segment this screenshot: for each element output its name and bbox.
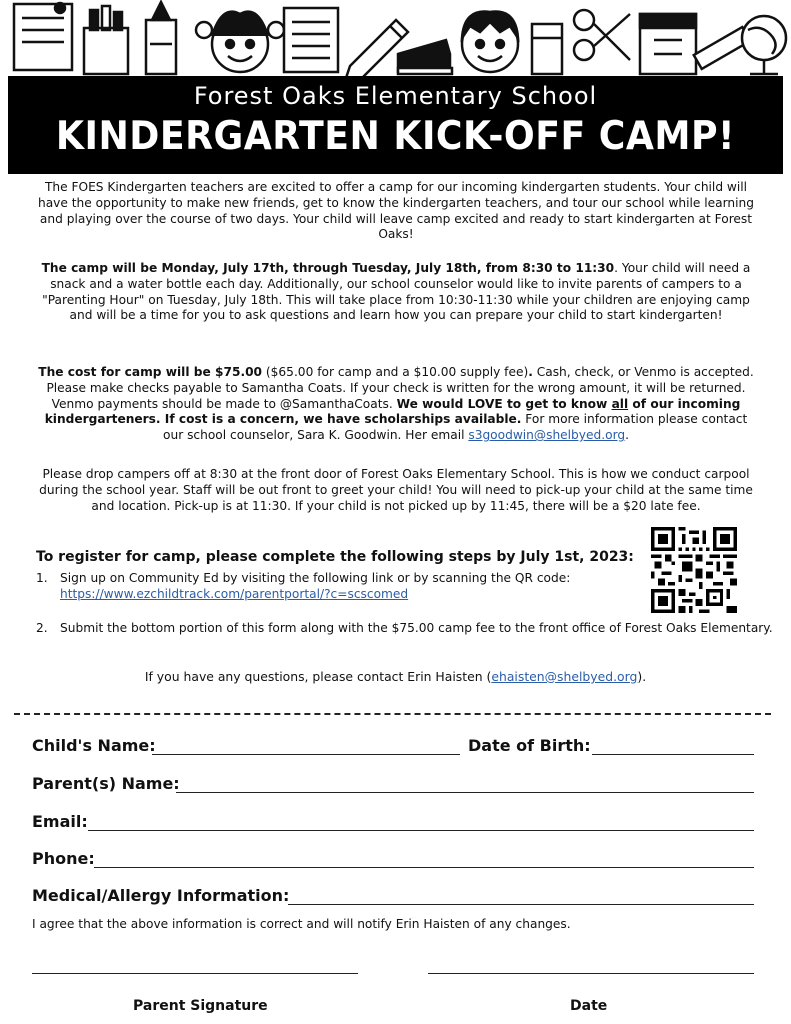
parent-signature-field[interactable] bbox=[32, 973, 358, 974]
counselor-email-link[interactable]: s3goodwin@shelbyed.org bbox=[468, 428, 626, 443]
school-supplies-illustration bbox=[0, 0, 791, 78]
parent-name-field[interactable] bbox=[176, 792, 754, 793]
glue-bottle-icon bbox=[146, 2, 176, 74]
dates-paragraph bbox=[36, 261, 756, 324]
cost-amount: The cost for camp will be $75.00 bbox=[38, 365, 263, 379]
notebook-icon bbox=[284, 8, 338, 72]
register-title: To register for camp, please complete the following steps by July 1st, 2023: bbox=[36, 549, 634, 565]
date-label: Date bbox=[570, 998, 608, 1014]
parent-name-label: Parent(s) Name: bbox=[32, 774, 180, 793]
dropoff-paragraph: Please drop campers off at 8:30 at the front door of Forest Oaks Elementary School. This is how we conduct carpool during the school year. Staff will be out front to greet your child! You will need to pick-up your child at the same time and location. Pick-up is at 11:30. If your child is not picked up by 11:45, there will be a $20 late fee. bbox=[39, 467, 753, 513]
scissors-icon bbox=[574, 10, 630, 60]
cost-paragraph: The cost for camp will be $75.00 ($65.00 for camp and a $10.00 supply fee). Cash, check, or Venmo is accepted. Please make checks payable to Samantha Coats. If your check is written for the wrong amount, it will be returned. Venmo payments should be made to @SamanthaCoats. We would LOVE to get to know all of our incoming kindergarteners. If cost is a concern, we have scholarships available. For more information please contact our school counselor, Sara K. Goodwin. Her email s3goodwin@shelbyed.org. bbox=[38, 365, 754, 443]
child-name-field[interactable] bbox=[152, 754, 460, 755]
intro-paragraph: The FOES Kindergarten teachers are excited to offer a camp for our incoming kindergarten students. Your child will have the opportunity to make new friends, get to know the kindergarten teachers, and tour our school while learning and playing over the course of two days. Your child will leave camp excited and ready to start kindergarten at Forest Oaks! bbox=[37, 180, 754, 242]
agreement-text: I agree that the above information is correct and will notify Erin Haisten of any changes. bbox=[32, 917, 571, 931]
dob-field[interactable] bbox=[592, 754, 754, 755]
email-label: Email: bbox=[32, 812, 88, 831]
scholarship-note: We would LOVE to get to know all of our incoming kindergarteners. If cost is a concern, we have scholarships available. bbox=[44, 396, 741, 427]
dates-details: . Your child will need a snack and a water bottle each day. Additionally, our school counselor would like to invite parents of campers to a "Parenting Hour" on Tuesday, July 18th. This will take place from 10:30-11:30 while your children are enjoying camp and will be a time for you to ask questions and learn how you can prepare your child to start kindergarten! bbox=[42, 261, 751, 323]
parent-signature-label: Parent Signature bbox=[133, 998, 268, 1014]
boy-face-icon bbox=[462, 12, 518, 72]
payment-info: Cash, check, or Venmo is accepted. Please make checks payable to Samantha Coats. If your check is written for the wrong amount, it will be returned. Venmo payments should be made to @SamanthaCoats. bbox=[46, 365, 754, 411]
email-field[interactable] bbox=[88, 830, 754, 831]
school-name: Forest Oaks Elementary School bbox=[193, 82, 598, 110]
camp-dates: The camp will be Monday, July 17th, through Tuesday, July 18th, from 8:30 to 11:30 bbox=[41, 261, 615, 275]
globe-icon bbox=[742, 16, 786, 74]
cut-line bbox=[14, 713, 771, 715]
qr-code[interactable] bbox=[651, 527, 737, 613]
notepad-icon bbox=[14, 3, 72, 70]
medical-field[interactable] bbox=[288, 904, 754, 905]
phone-label: Phone: bbox=[32, 849, 95, 868]
cup-icon bbox=[532, 24, 562, 74]
contact-line: If you have any questions, please contact Erin Haisten (ehaisten@shelbyed.org). bbox=[144, 669, 647, 684]
community-ed-link[interactable]: https://www.ezchildtrack.com/parentportal/?c=scscomed bbox=[60, 587, 409, 601]
medical-label: Medical/Allergy Information: bbox=[32, 886, 290, 905]
stapler-icon bbox=[398, 40, 452, 74]
contact-email-link[interactable]: ehaisten@shelbyed.org bbox=[491, 669, 638, 684]
phone-field[interactable] bbox=[94, 867, 754, 868]
camp-title: KINDERGARTEN KICK-OFF CAMP! bbox=[55, 114, 736, 159]
title-banner bbox=[8, 76, 783, 174]
crayon-box-icon bbox=[84, 6, 128, 74]
calendar-icon bbox=[640, 14, 696, 74]
girl-face-icon bbox=[196, 12, 284, 72]
date-field[interactable] bbox=[428, 973, 754, 974]
child-name-label: Child's Name: bbox=[32, 736, 156, 755]
cost-breakdown: ($65.00 for camp and a $10.00 supply fee) bbox=[262, 365, 529, 379]
dob-label: Date of Birth: bbox=[468, 736, 591, 755]
